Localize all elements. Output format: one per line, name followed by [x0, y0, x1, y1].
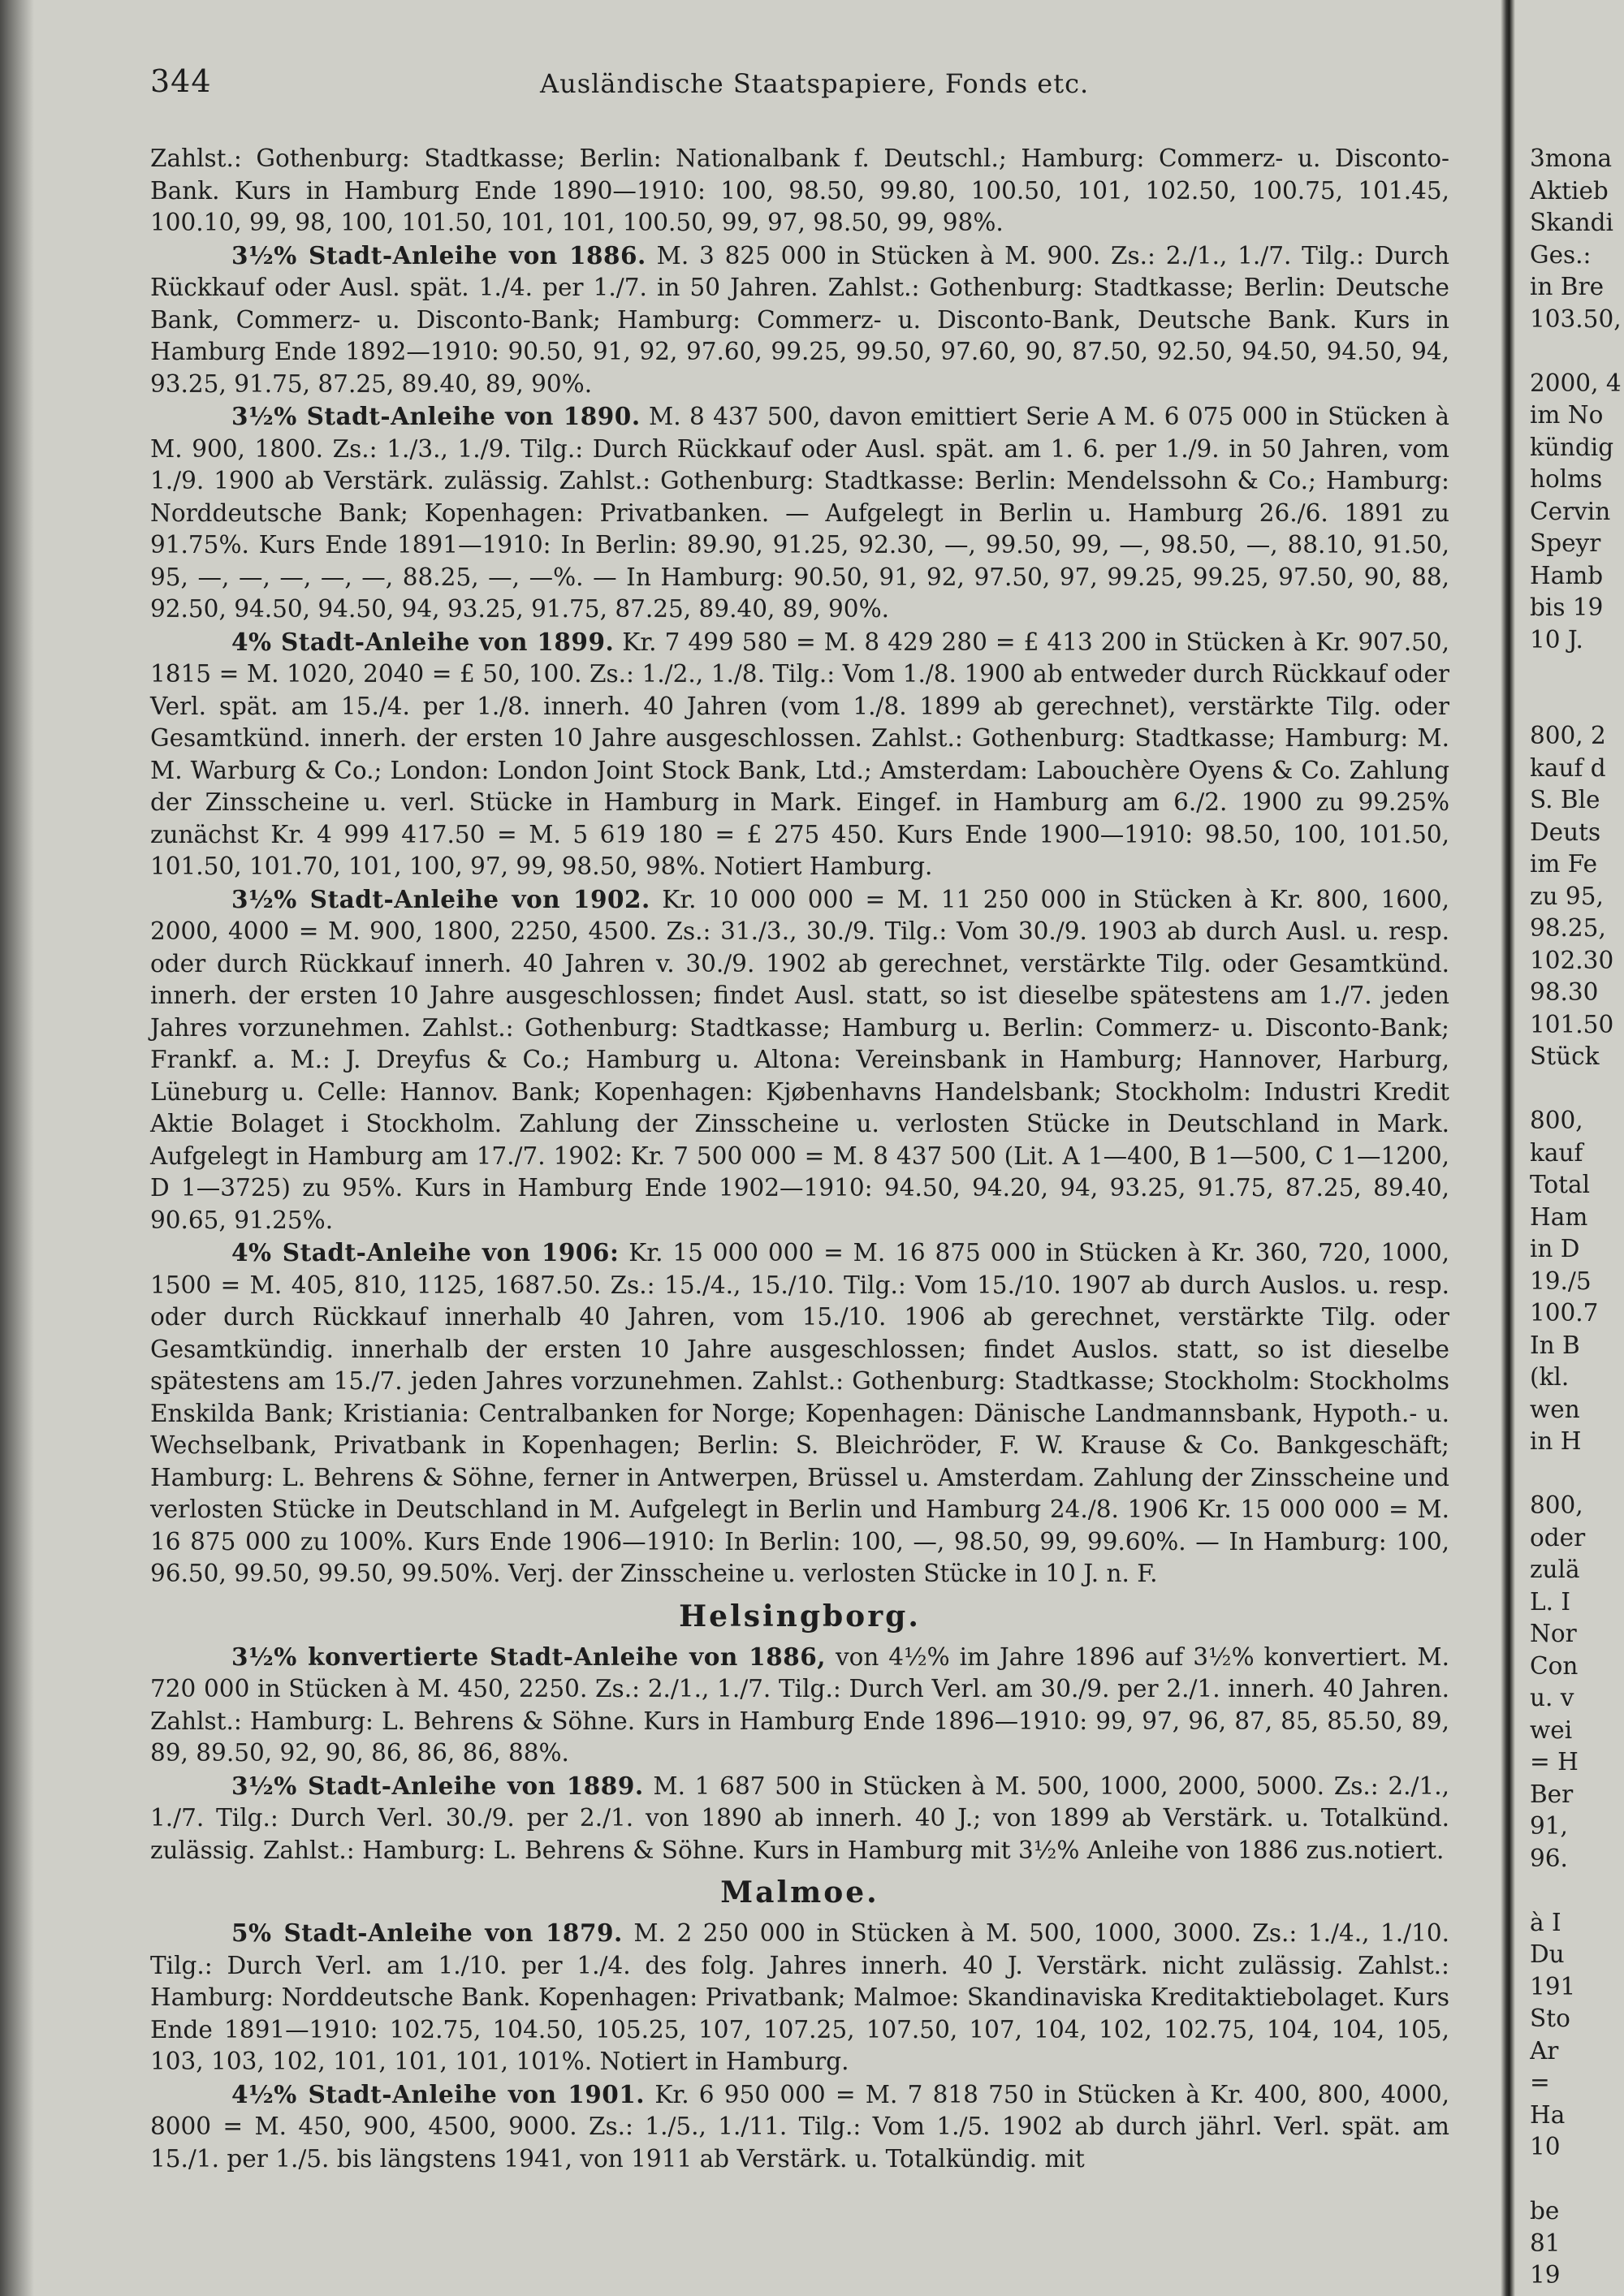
- page-gutter: [1501, 0, 1515, 2296]
- bond-title: 5% Stadt-Anleihe von 1879.: [231, 1918, 623, 1947]
- city-heading-malmoe: Malmoe.: [720, 1875, 879, 1910]
- facing-page-fragment: 98.25,: [1530, 914, 1606, 942]
- facing-page-fragment: Ham: [1530, 1202, 1588, 1231]
- facing-page-fragments: [1530, 143, 1624, 2286]
- facing-page-fragment: [1530, 2164, 1624, 2196]
- facing-page-fragment: 800,: [1530, 1491, 1583, 1519]
- bond-text: Kr. 7 499 580 = M. 8 429 280 = £ 413 200 in Stücken à Kr. 907.50, 1815 = M. 1020, 2040 = £ 50, 100. Zs.: 1./2., 1./8. Tilg.: Vom 1./8. 1900 ab entweder durch Rückkauf oder Verl. spät. am 15./4. per 1./8. innerh. 40 Jahren (vom 1./8. 1899 ab gerechnet), verstärkte Tilg. oder Gesamtkünd. innerh. der ersten 10 Jahre ausgeschlossen. Zahlst.: Gothenburg: Stadtkasse; Hamburg: M. M. Warburg & Co.; London: London Joint Stock Bank, Ltd.; Amsterdam: Labouchère Oyens & Co. Zahlung der Zinsscheine u. verl. Stücke in Hamburg in Mark. Eingef. in Hamburg am 6./2. 1900 zu 99.25% zunächst Kr. 4 999 417.50 = M. 5 619 180 = £ 275 450. Kurs Ende 1900—1910: 98.50, 100, 101.50, 101.50, 101.70, 101, 100, 97, 99, 98.50, 98%. Notiert Hamburg.: [150, 628, 1449, 880]
- facing-page-fragment: kauf: [1530, 1138, 1583, 1167]
- facing-page-fragment: kauf d: [1530, 753, 1606, 782]
- facing-page-fragment: 101.50: [1530, 1010, 1614, 1038]
- facing-page-fragment: Skandi: [1530, 209, 1613, 236]
- facing-page-fragment: in D: [1530, 1235, 1580, 1262]
- bond-text: M. 8 437 500, davon emittiert Serie A M. 6 075 000 in Stücken à M. 900, 1800. Zs.: 1./3., 1./9. Tilg.: Durch Rückkauf oder Ausl. spät. am 1. 6. per 1./9. in 50 Jahren, vom 1./9. 1900 ab Verstärk. zulässig. Zahlst.: Gothenburg: Stadtkasse: Berlin: Mendelssohn & Co.; Hamburg: Norddeutsche Bank; Kopenhagen: Privatbanken. — Aufgelegt in Berlin u. Hamburg 26./6. 1891 zu 91.75%. Kurs Ende 1891—1910: In Berlin: 89.90, 91.25, 92.30, —, 99.50, 99, —, 98.50, —, 88.10, 91.50, 95, —, —, —, —, —, 88.25, —, —%. — In Hamburg: 90.50, 91, 92, 97.50, 97, 99.25, 99.25, 97.50, 90, 88, 92.50, 94.50, 94.50, 94, 93.25, 91.75, 87.25, 89.40, 89, 90%.: [150, 403, 1449, 623]
- bond-entry-helsingborg-1886: [150, 1641, 1449, 1770]
- facing-page-fragment: oder: [1530, 1523, 1586, 1552]
- facing-page-fragment: Total: [1530, 1171, 1591, 1198]
- facing-page-fragment: u. v: [1530, 1684, 1574, 1711]
- facing-page-fragment: 102.30: [1530, 946, 1614, 974]
- facing-page-fragment: [1530, 1458, 1624, 1491]
- bond-title: 3½% konvertierte Stadt-Anleihe von 1886,: [231, 1642, 827, 1671]
- bond-text: Kr. 10 000 000 = M. 11 250 000 in Stücken à Kr. 800, 1600, 2000, 4000 = M. 900, 1800, 2250, 4500. Zs.: 31./3., 30./9. Tilg.: Vom 30./9. 1903 ab durch Ausl. u. resp. oder durch Rückkauf innerh. 40 Jahren v. 30./9. 1902 ab gerechnet, verstärkte Tilg. oder Gesamtkünd. innerh. der ersten 10 Jahre ausgeschlossen; findet Ausl. statt, so ist dieselbe spätestens am 1./7. jeden Jahres vorzunehmen. Zahlst.: Gothenburg: Stadtkasse; Hamburg u. Berlin: Commerz- u. Disconto-Bank; Frankf. a. M.: J. Dreyfus & Co.; Hamburg u. Altona: Vereinsbank in Hamburg; Hannover, Harburg, Lüneburg u. Celle: Hannov. Bank; Kopenhagen: Kjøbenhavns Handelsbank; Stockholm: Industri Kredit Aktie Bolaget i Stockholm. Zahlung der Zinsscheine u. verlosten Stücke in Deutschland in Mark. Aufgelegt in Hamburg am 17./7. 1902: Kr. 7 500 000 = M. 8 437 500 (Lit. A 1—400, B 1—500, C 1—1200, D 1—3725) zu 95%. Kurs in Hamburg Ende 1902—1910: 94.50, 94.20, 94, 93.25, 91.75, 87.25, 89.40, 90.65, 91.25%.: [150, 885, 1449, 1234]
- bond-text: von 4½% im Jahre 1896 auf 3½% konvertiert. M. 720 000 in Stücken à M. 450, 2250. Zs.: 2./1., 1./7. Tilg.: Durch Verl. am 30./9. per 2./1. innerh. 40 Jahren. Zahlst.: Hamburg: L. Behrens & Söhne. Kurs in Hamburg Ende 1896—1910: 99, 97, 96, 87, 85, 85.50, 89, 89, 89.50, 92, 90, 86, 86, 86, 88%.: [150, 1642, 1449, 1767]
- facing-page-fragment: zu 95,: [1530, 882, 1604, 910]
- facing-page-fragment: 191: [1530, 1972, 1576, 2000]
- facing-page-fragment: [1530, 1875, 1624, 1907]
- facing-page-fragment: Ha: [1530, 2100, 1566, 2129]
- facing-page-fragment: 81: [1530, 2229, 1561, 2257]
- facing-page-fragment: 800, 2: [1530, 722, 1606, 749]
- bond-entry-helsingborg-1889: [150, 1770, 1449, 1867]
- bond-entry-1902: [150, 883, 1449, 1237]
- facing-page-fragment: Deuts: [1530, 818, 1601, 846]
- facing-page-fragment: 2000, 4: [1530, 369, 1622, 397]
- facing-page-fragment: Aktieb: [1530, 176, 1609, 205]
- facing-page-fragment: Ges.:: [1530, 240, 1592, 269]
- facing-page-fragment: L. I: [1530, 1587, 1570, 1616]
- facing-page-fragment: Speyr: [1530, 529, 1601, 557]
- facing-page-fragment: [1530, 656, 1624, 688]
- facing-page-fragment: wei: [1530, 1716, 1573, 1744]
- facing-page-fragment: In B: [1530, 1331, 1580, 1359]
- facing-page-fragment: 800,: [1530, 1107, 1583, 1134]
- facing-page-fragment: Cervin: [1530, 497, 1611, 525]
- facing-page-fragment: Sto: [1530, 2005, 1570, 2032]
- facing-page-fragment: holms: [1530, 465, 1603, 493]
- facing-page-fragment: kündig: [1530, 433, 1614, 461]
- facing-page-fragment: 98.30: [1530, 978, 1599, 1006]
- page-number: 344: [150, 63, 212, 99]
- page-header: [150, 63, 1449, 112]
- facing-page-fragment: =: [1530, 2069, 1550, 2096]
- facing-page-fragment: im Fe: [1530, 850, 1598, 878]
- bond-entry-1890: [150, 400, 1449, 626]
- bond-entry-1906: [150, 1236, 1449, 1590]
- bond-entry-malmoe-1901: [150, 2078, 1449, 2176]
- facing-page-fragment: 91,: [1530, 1812, 1568, 1840]
- facing-page-fragment: 19./5: [1530, 1267, 1592, 1295]
- bond-title: 3½% Stadt-Anleihe von 1889.: [231, 1771, 644, 1800]
- running-head: Ausländische Staatspapiere, Fonds etc.: [540, 68, 1090, 99]
- facing-page-fragment: [1530, 335, 1624, 368]
- bond-title: 4% Stadt-Anleihe von 1899.: [231, 627, 615, 656]
- facing-page-fragment: à I: [1530, 1908, 1561, 1936]
- city-heading-helsingborg: Helsingborg.: [679, 1599, 921, 1634]
- facing-page-fragment: Hamb: [1530, 561, 1604, 589]
- facing-page-fragment: 3mona: [1530, 145, 1613, 172]
- bond-text: M. 2 250 000 in Stücken à M. 500, 1000, 3000. Zs.: 1./4., 1./10. Tilg.: Durch Verl. am 1./10. per 1./4. des folg. Jahres innerh. 40 J. Verstärk. nicht zulässig. Zahlst.: Hamburg: Norddeutsche Bank. Kopenhagen: Privatbank; Malmoe: Skandinaviska Kreditaktiebolaget. Kurs Ende 1891—1910: 102.75, 104.50, 105.25, 107, 107.25, 107.50, 107, 104, 102, 102.75, 104, 104, 105, 103, 103, 102, 101, 101, 101, 101%. Notiert in Hamburg.: [150, 1919, 1449, 2075]
- facing-page-fragment: 100.7: [1530, 1299, 1599, 1327]
- bond-text: Kr. 15 000 000 = M. 16 875 000 in Stücken à Kr. 360, 720, 1000, 1500 = M. 405, 810, 1125, 1687.50. Zs.: 15./4., 15./10. Tilg.: Vom 15./10. 1907 ab durch Auslos. u. resp. oder durch Rückkauf innerhalb 40 Jahren, vom 15./10. 1906 ab gerechnet, verstärkte Tilg. oder Gesamtkündig. innerhalb der ersten 10 Jahre ausgeschlossen; findet Auslos. statt, so ist dieselbe spätestens am 15./7. jeden Jahres vorzunehmen. Zahlst.: Gothenburg: Stadtkasse; Stockholm: Stockholms Enskilda Bank; Kristiania: Centralbanken for Norge; Kopenhagen: Dänische Landmannsbank, Hypoth.- u. Wechselbank, Privatbank in Kopenhagen; Berlin: S. Bleichröder, F. W. Krause & Co. Bankgeschäft; Hamburg: L. Behrens & Söhne, ferner in Antwerpen, Brüssel u. Amsterdam. Zahlung der Zinsscheine und verlosten Stücke in Deutschland in M. Aufgelegt in Berlin und Hamburg 24./8. 1906 Kr. 15 000 000 = M. 16 875 000 zu 100%. Kurs Ende 1906—1910: In Berlin: 100, —, 98.50, 99, 99.60%. — In Hamburg: 100, 96.50, 99.50, 99.50, 99.50%. Verj. der Zinsscheine u. verlosten Stücke in 10 J. n. F.: [150, 1239, 1450, 1587]
- facing-page-fragment: Con: [1530, 1651, 1579, 1680]
- facing-page-fragment: Ber: [1530, 1780, 1574, 1808]
- facing-page-fragment: im No: [1530, 401, 1604, 429]
- facing-page-fragment: 19: [1530, 2261, 1561, 2286]
- bond-text: Kr. 6 950 000 = M. 7 818 750 in Stücken à Kr. 400, 800, 4000, 8000 = M. 450, 900, 4500, 9000. Zs.: 1./5., 1./11. Tilg.: Vom 1./5. 1902 ab durch jährl. Verl. spät. am 15./1. per 1./5. bis längstens 1941, von 1911 ab Verstärk. u. Totalkündig. mit: [150, 2080, 1449, 2173]
- facing-page-fragment: 103.50,: [1530, 304, 1622, 333]
- facing-page-fragment: Stück: [1530, 1042, 1600, 1070]
- bond-title: 3½% Stadt-Anleihe von 1902.: [231, 884, 650, 913]
- bond-title: 3½% Stadt-Anleihe von 1890.: [231, 402, 641, 430]
- facing-page-fragment: zulä: [1530, 1556, 1580, 1583]
- facing-page-fragment: in H: [1530, 1427, 1582, 1455]
- facing-page-fragment: Nor: [1530, 1620, 1577, 1647]
- bond-text: M. 3 825 000 in Stücken à M. 900. Zs.: 2./1., 1./7. Tilg.: Durch Rückkauf oder Ausl. spät. 1./4. per 1./7. in 50 Jahren. Zahlst.: Gothenburg: Stadtkasse; Berlin: Deutsche Bank, Commerz- u. Disconto-Bank; Hamburg: Commerz- u. Disconto-Bank, Deutsche Bank. Kurs in Hamburg Ende 1892—1910: 90.50, 91, 92, 97.60, 99.25, 99.50, 97.60, 90, 87.50, 92.50, 94.50, 94.50, 94, 93.25, 91.75, 87.25, 89.40, 89, 90%.: [150, 241, 1449, 398]
- bond-entry-malmoe-1879: [150, 1917, 1449, 2078]
- facing-page-fragment: [1530, 1073, 1624, 1106]
- facing-page-fragment: S. Ble: [1530, 786, 1600, 814]
- facing-page-fragment: bis 19: [1530, 593, 1604, 621]
- bond-title: 4½% Stadt-Anleihe von 1901.: [231, 2079, 646, 2108]
- bond-title: 4% Stadt-Anleihe von 1906:: [231, 1238, 620, 1267]
- bond-entry-1899: [150, 626, 1449, 883]
- bond-entry-1886: [150, 240, 1449, 401]
- facing-page-fragment: 96.: [1530, 1844, 1568, 1872]
- facing-page-fragment: (kl.: [1530, 1363, 1570, 1391]
- facing-page-fragment: 10: [1530, 2133, 1561, 2160]
- intro-paragraph: Zahlst.: Gothenburg: Stadtkasse; Berlin: Nationalbank f. Deutschl.; Hamburg: Commerz- u. Disconto-Bank. Kurs in Hamburg Ende 1890—1910: 100, 98.50, 99.80, 100.50, 101, 102.50, 100.75, 101.45, 100.10, 99, 98, 100, 101.50, 101, 101, 100.50, 99, 97, 98.50, 99, 98%.: [150, 145, 1449, 236]
- facing-page-fragment: Ar: [1530, 2036, 1559, 2065]
- bond-text: M. 1 687 500 in Stücken à M. 500, 1000, 2000, 5000. Zs.: 2./1., 1./7. Tilg.: Durch Verl. 30./9. per 2./1. von 1890 ab innerh. 40 J.; von 1899 ab Verstärk. u. Totalkünd. zulässig. Zahlst.: Hamburg: L. Behrens & Söhne. Kurs in Hamburg mit 3½% Anleihe von 1886 zus.notiert.: [150, 1772, 1449, 1864]
- facing-page-fragment: wen: [1530, 1395, 1580, 1423]
- facing-page-fragment: [1530, 688, 1624, 721]
- main-column: [150, 143, 1449, 2175]
- bond-title: 3½% Stadt-Anleihe von 1886.: [231, 240, 646, 270]
- facing-page-fragment: be: [1530, 2197, 1560, 2225]
- facing-page-fragment: 10 J.: [1530, 625, 1583, 654]
- facing-page-fragment: Du: [1530, 1940, 1565, 1968]
- facing-page-fragment: in Bre: [1530, 273, 1605, 300]
- facing-page-fragment: = H: [1530, 1748, 1579, 1776]
- page-binding-shadow: [0, 0, 34, 2296]
